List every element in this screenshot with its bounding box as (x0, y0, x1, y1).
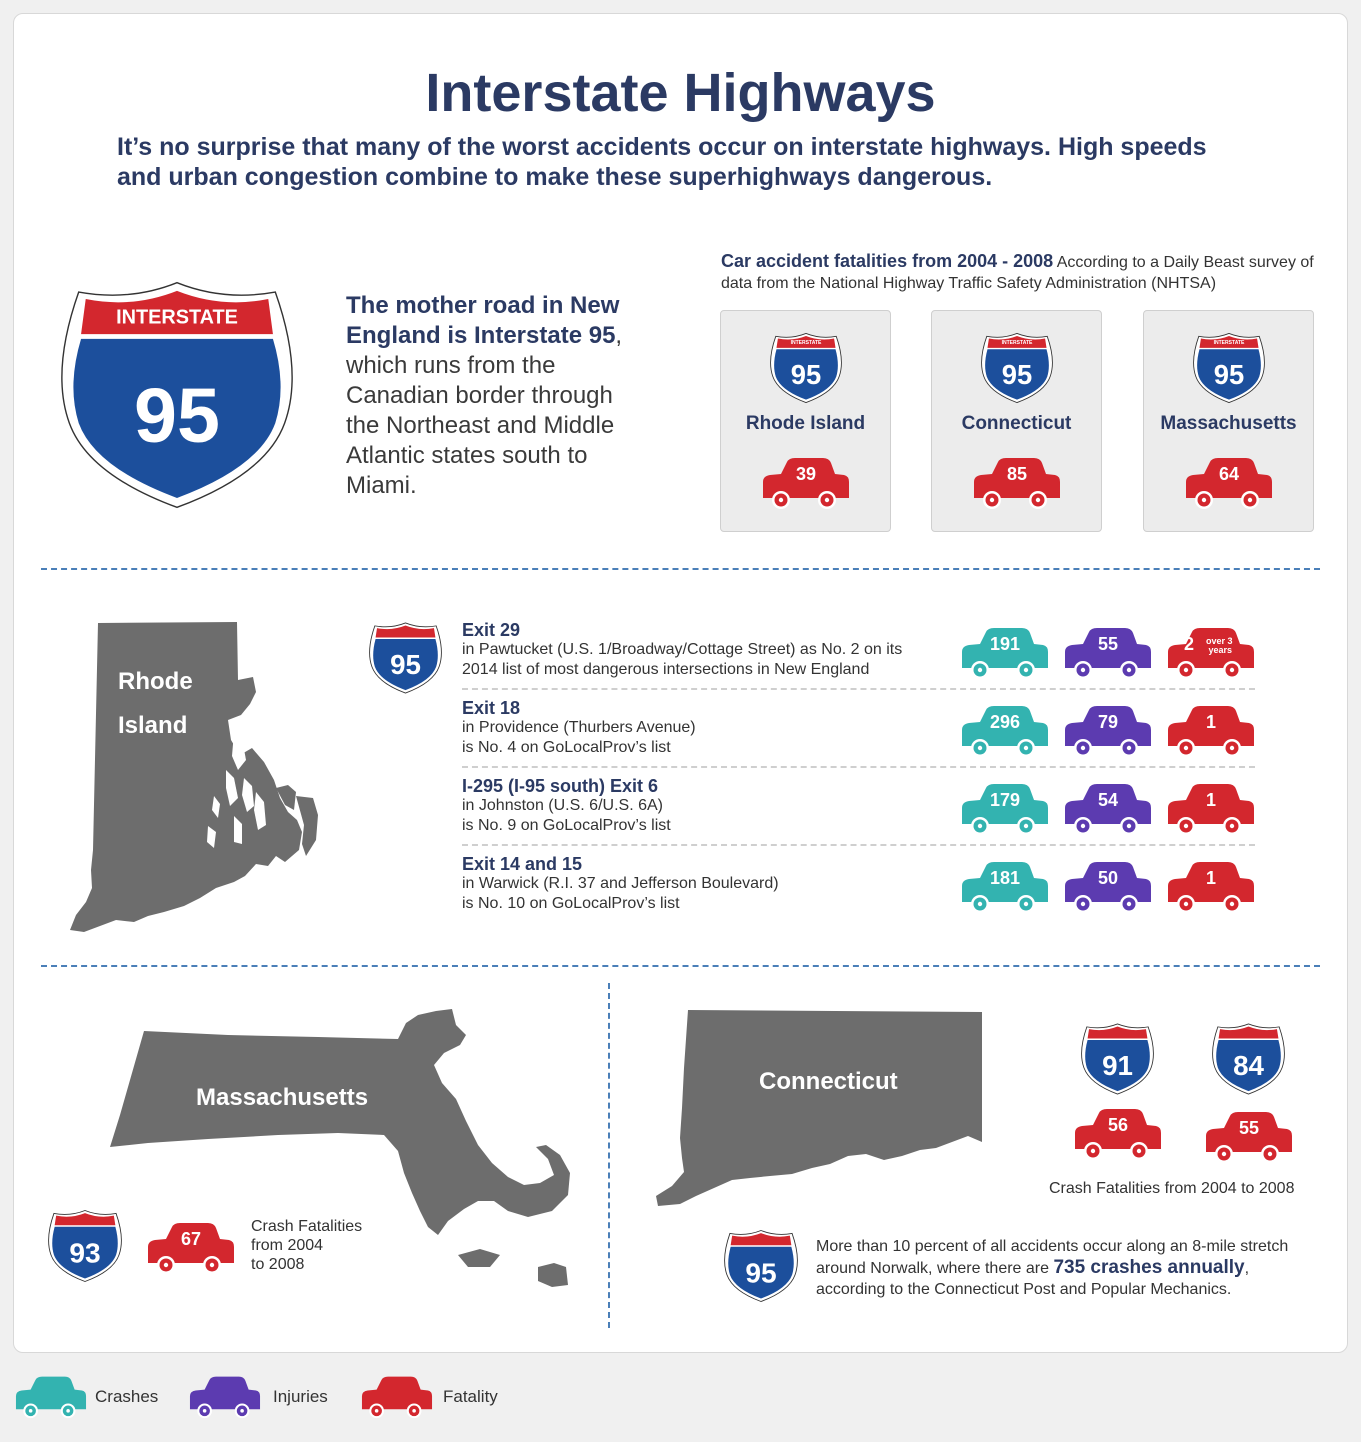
exit-line1: in Johnston (U.S. 6/U.S. 6A) (462, 797, 663, 814)
exit-row (462, 620, 942, 680)
interstate-93-shield (48, 1208, 122, 1284)
fatality-car-value: 1 (1205, 868, 1216, 888)
row-separator (462, 688, 1255, 690)
legend-label: Injuries (273, 1387, 328, 1406)
injuries-car (1063, 782, 1153, 836)
ct-fatality-car (1204, 1110, 1294, 1164)
interstate-95-shield-ct (724, 1228, 798, 1304)
fatality-car-value: 85 (1006, 464, 1028, 484)
row-separator (462, 766, 1255, 768)
ma-note-line3: to 2008 (251, 1256, 305, 1273)
injuries-car (1063, 704, 1153, 758)
rhode-island-label-line1: Rhode (118, 668, 193, 695)
ct-routes-note: Crash Fatalities from 2004 to 2008 (1049, 1180, 1295, 1197)
state-box-connecticut (931, 310, 1102, 532)
norwalk-note-post: , according to the Connecticut Post and Popular Mechanics. (816, 1260, 1250, 1298)
exit-heading: Exit 14 and 15 (462, 854, 583, 874)
crashes-car (960, 704, 1050, 758)
state-box-rhode-island (720, 310, 891, 532)
ma-fatality-car-value: 67 (180, 1229, 202, 1249)
ct-fatality-car (1073, 1107, 1163, 1161)
state-name: Rhode Island (745, 413, 866, 434)
fatality-car-value: 2 (1183, 634, 1194, 654)
shield-route-number: 84 (1233, 1050, 1264, 1082)
shield-route-number: 93 (69, 1237, 101, 1269)
exit-heading: Exit 29 (462, 620, 521, 640)
exit-heading: Exit 18 (462, 698, 521, 718)
injuries-car (1063, 860, 1153, 914)
mother-road-bold: The mother road in New England is Interstate 95 (346, 292, 620, 349)
massachusetts-label: Massachusetts (196, 1084, 369, 1111)
rhode-island-map (66, 620, 322, 938)
crashes-car (960, 626, 1050, 680)
fatality-car-value: 39 (795, 464, 817, 484)
shield-route-number: 95 (134, 372, 220, 459)
fatality-note: over 3 years (1206, 636, 1233, 655)
interstate-91-shield (1081, 1021, 1154, 1097)
intro-text: It’s no surprise that many of the worst accidents occur on interstate highways. High speeds and urban congestion combine to make these superhighways dangerous. (117, 133, 1207, 191)
fatality-car-value: 1 (1205, 712, 1216, 732)
row-separator (462, 844, 1255, 846)
fatality-car (1166, 704, 1256, 758)
connecticut-label: Connecticut (759, 1068, 898, 1095)
fatalities-heading-bold: Car accident fatalities from 2004 - 2008 (721, 251, 1054, 271)
shield-route-number: 95 (745, 1257, 777, 1289)
section-divider (41, 568, 1320, 570)
crashes-car-value: 181 (989, 868, 1021, 888)
shield-route-number: 95 (390, 649, 421, 681)
legend-label: Fatality (443, 1387, 498, 1406)
shield-route-number: 91 (1102, 1050, 1133, 1082)
exit-row (462, 854, 942, 914)
shield-route-number: 95 (790, 358, 822, 390)
interstate-95-shield-small (981, 331, 1053, 405)
norwalk-note-highlight: 735 crashes annually (1053, 1257, 1245, 1278)
page-title: Interstate Highways (425, 63, 936, 123)
fatalities-heading-source: According to a Daily Beast survey of data from the National Highway Traffic Safety Administration (NHTSA) (721, 254, 1314, 292)
injuries-car-value: 55 (1097, 634, 1119, 654)
mother-road-text (346, 291, 646, 501)
mother-road-rest: , which runs from the Canadian border through the Northeast and Middle Atlantic states south to Miami. (346, 322, 623, 499)
injuries-car-value: 54 (1097, 790, 1119, 810)
state-box-massachusetts (1143, 310, 1314, 532)
crashes-car (960, 860, 1050, 914)
exit-row (462, 776, 942, 836)
exit-line1: in Warwick (R.I. 37 and Jefferson Boulevard) (462, 875, 779, 892)
injuries-car (1063, 626, 1153, 680)
state-name: Connecticut (961, 413, 1072, 434)
crashes-car (960, 782, 1050, 836)
fatalities-heading (721, 251, 1341, 294)
fatality-car (1166, 782, 1256, 836)
rhode-island-label-line2: Island (118, 712, 188, 739)
injuries-legend-icon (188, 1375, 262, 1419)
exit-line2: is No. 4 on GoLocalProv’s list (462, 739, 671, 756)
ct-fatality-car-value: 55 (1238, 1118, 1260, 1138)
crashes-car-value: 191 (989, 634, 1021, 654)
crashes-car-value: 179 (989, 790, 1021, 810)
interstate-84-shield (1212, 1021, 1285, 1097)
shield-banner-text: INTERSTATE (790, 340, 822, 347)
fatality-car (1184, 456, 1274, 510)
fatality-car (1166, 626, 1256, 680)
shield-banner-text: INTERSTATE (1001, 340, 1033, 347)
crashes-car-value: 296 (989, 712, 1021, 732)
ma-note-line2: from 2004 (251, 1237, 324, 1254)
ma-note-line1: Crash Fatalities (251, 1218, 363, 1235)
vertical-divider (608, 983, 610, 1328)
ma-fatality-car (146, 1221, 236, 1275)
shield-route-number: 95 (1001, 358, 1033, 390)
exit-line1: in Pawtucket (U.S. 1/Broadway/Cottage Street) as No. 2 on its (462, 641, 903, 658)
fatality-car (1166, 860, 1256, 914)
fatality-car (761, 456, 851, 510)
fatality-car-value: 1 (1205, 790, 1216, 810)
state-name: Massachusetts (1160, 413, 1297, 434)
interstate-95-shield-large (60, 278, 294, 512)
exit-line2: is No. 9 on GoLocalProv’s list (462, 817, 671, 834)
exit-row (462, 698, 942, 758)
norwalk-note (816, 1236, 1316, 1300)
injuries-car-value: 50 (1097, 868, 1119, 888)
interstate-95-shield-small (1193, 331, 1265, 405)
exit-line2: is No. 10 on GoLocalProv’s list (462, 895, 680, 912)
crashes-legend-icon (14, 1375, 88, 1419)
ct-fatality-car-value: 56 (1107, 1115, 1129, 1135)
fatality-car-value: 64 (1218, 464, 1240, 484)
exit-line2: 2014 list of most dangerous intersections in New England (462, 661, 870, 678)
ma-note (251, 1217, 362, 1274)
section-divider (41, 965, 1320, 967)
connecticut-map (652, 1008, 984, 1208)
fatality-car (972, 456, 1062, 510)
legend-label: Crashes (95, 1387, 159, 1406)
exit-heading: I-295 (I-95 south) Exit 6 (462, 776, 659, 796)
shield-banner-text: INTERSTATE (116, 306, 238, 329)
shield-banner-text: INTERSTATE (1213, 340, 1245, 347)
fatality-legend-icon (360, 1375, 434, 1419)
norwalk-note-pre: More than 10 percent of all accidents occur along an 8-mile stretch around Norwalk, where there are (816, 1238, 1289, 1277)
interstate-95-shield-small (770, 331, 842, 405)
interstate-95-shield-ri (369, 620, 442, 696)
shield-route-number: 95 (1213, 358, 1245, 390)
injuries-car-value: 79 (1097, 712, 1119, 732)
exit-line1: in Providence (Thurbers Avenue) (462, 719, 696, 736)
